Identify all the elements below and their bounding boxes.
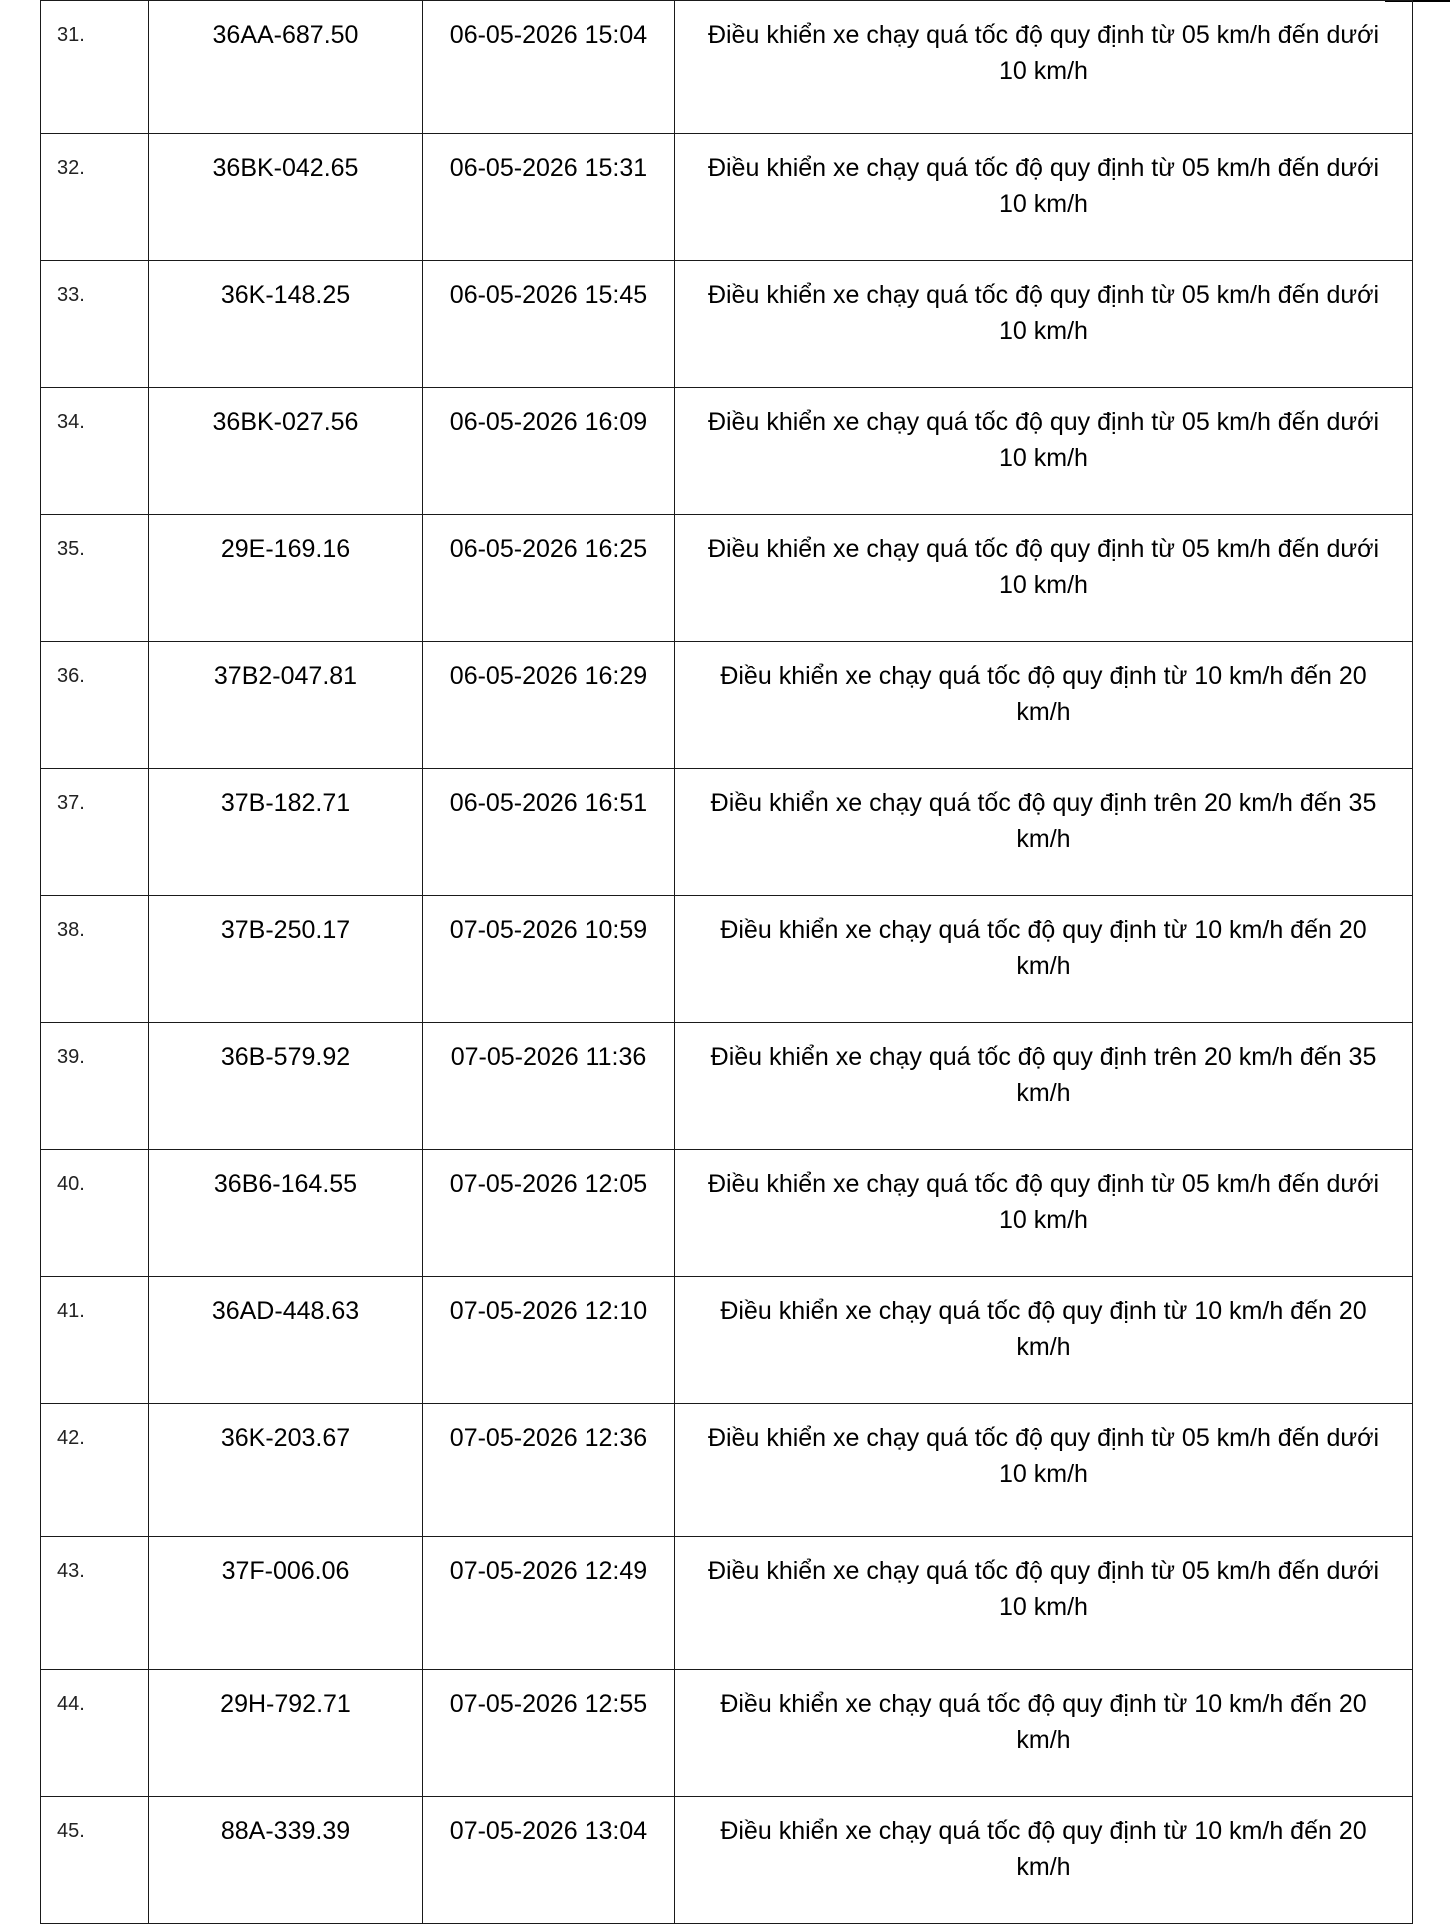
- license-plate: 88A-339.39: [149, 1797, 423, 1924]
- table-row: [41, 1670, 1413, 1797]
- row-number: 37.: [41, 769, 149, 896]
- violation-time: 06-05-2026 16:09: [423, 388, 675, 515]
- violation-time: 06-05-2026 16:51: [423, 769, 675, 896]
- violation-description: Điều khiển xe chạy quá tốc độ quy định từ 05 km/h đến dưới 10 km/h: [675, 388, 1413, 515]
- violation-time: 07-05-2026 12:36: [423, 1404, 675, 1537]
- violation-description: Điều khiển xe chạy quá tốc độ quy định từ 05 km/h đến dưới 10 km/h: [675, 1, 1413, 134]
- license-plate: 36AD-448.63: [149, 1277, 423, 1404]
- table-row: [41, 1023, 1413, 1150]
- violations-table: [40, 0, 1413, 1924]
- table-row: [41, 769, 1413, 896]
- license-plate: 36K-203.67: [149, 1404, 423, 1537]
- violation-time: 06-05-2026 16:29: [423, 642, 675, 769]
- violation-time: 07-05-2026 12:49: [423, 1537, 675, 1670]
- violation-time: 07-05-2026 12:10: [423, 1277, 675, 1404]
- violation-time: 07-05-2026 12:55: [423, 1670, 675, 1797]
- violation-time: 06-05-2026 15:31: [423, 134, 675, 261]
- violation-description: Điều khiển xe chạy quá tốc độ quy định từ 10 km/h đến 20 km/h: [675, 642, 1413, 769]
- violation-description: Điều khiển xe chạy quá tốc độ quy định từ 05 km/h đến dưới 10 km/h: [675, 1537, 1413, 1670]
- violation-time: 07-05-2026 12:05: [423, 1150, 675, 1277]
- license-plate: 36B6-164.55: [149, 1150, 423, 1277]
- row-number: 33.: [41, 261, 149, 388]
- license-plate: 36AA-687.50: [149, 1, 423, 134]
- row-number: 39.: [41, 1023, 149, 1150]
- license-plate: 36BK-027.56: [149, 388, 423, 515]
- violation-description: Điều khiển xe chạy quá tốc độ quy định trên 20 km/h đến 35 km/h: [675, 769, 1413, 896]
- license-plate: 37B-250.17: [149, 896, 423, 1023]
- row-number: 41.: [41, 1277, 149, 1404]
- violation-description: Điều khiển xe chạy quá tốc độ quy định từ 05 km/h đến dưới 10 km/h: [675, 1404, 1413, 1537]
- license-plate: 37F-006.06: [149, 1537, 423, 1670]
- table-row: [41, 896, 1413, 1023]
- row-number: 31.: [41, 1, 149, 134]
- license-plate: 36BK-042.65: [149, 134, 423, 261]
- violation-description: Điều khiển xe chạy quá tốc độ quy định trên 20 km/h đến 35 km/h: [675, 1023, 1413, 1150]
- violation-description: Điều khiển xe chạy quá tốc độ quy định từ 05 km/h đến dưới 10 km/h: [675, 515, 1413, 642]
- table-row: [41, 261, 1413, 388]
- violation-time: 07-05-2026 11:36: [423, 1023, 675, 1150]
- table-row: [41, 1150, 1413, 1277]
- license-plate: 37B2-047.81: [149, 642, 423, 769]
- violation-time: 06-05-2026 15:04: [423, 1, 675, 134]
- row-number: 38.: [41, 896, 149, 1023]
- table-row: [41, 388, 1413, 515]
- table-row: [41, 1404, 1413, 1537]
- table-row: [41, 1537, 1413, 1670]
- violation-description: Điều khiển xe chạy quá tốc độ quy định từ 05 km/h đến dưới 10 km/h: [675, 261, 1413, 388]
- license-plate: 36K-148.25: [149, 261, 423, 388]
- violation-time: 06-05-2026 15:45: [423, 261, 675, 388]
- row-number: 32.: [41, 134, 149, 261]
- row-number: 45.: [41, 1797, 149, 1924]
- violation-description: Điều khiển xe chạy quá tốc độ quy định từ 10 km/h đến 20 km/h: [675, 1670, 1413, 1797]
- row-number: 43.: [41, 1537, 149, 1670]
- violation-time: 07-05-2026 13:04: [423, 1797, 675, 1924]
- table-row: [41, 642, 1413, 769]
- violation-description: Điều khiển xe chạy quá tốc độ quy định từ 05 km/h đến dưới 10 km/h: [675, 1150, 1413, 1277]
- row-number: 40.: [41, 1150, 149, 1277]
- license-plate: 29H-792.71: [149, 1670, 423, 1797]
- table-row: [41, 1277, 1413, 1404]
- violation-description: Điều khiển xe chạy quá tốc độ quy định từ 05 km/h đến dưới 10 km/h: [675, 134, 1413, 261]
- row-number: 44.: [41, 1670, 149, 1797]
- license-plate: 29E-169.16: [149, 515, 423, 642]
- violation-time: 07-05-2026 10:59: [423, 896, 675, 1023]
- row-number: 42.: [41, 1404, 149, 1537]
- table-row: [41, 1797, 1413, 1924]
- violation-description: Điều khiển xe chạy quá tốc độ quy định từ 10 km/h đến 20 km/h: [675, 1797, 1413, 1924]
- license-plate: 37B-182.71: [149, 769, 423, 896]
- table-row: [41, 134, 1413, 261]
- table-row: [41, 515, 1413, 642]
- violation-time: 06-05-2026 16:25: [423, 515, 675, 642]
- row-number: 36.: [41, 642, 149, 769]
- row-number: 34.: [41, 388, 149, 515]
- table-row: [41, 1, 1413, 134]
- violation-description: Điều khiển xe chạy quá tốc độ quy định từ 10 km/h đến 20 km/h: [675, 896, 1413, 1023]
- violation-description: Điều khiển xe chạy quá tốc độ quy định từ 10 km/h đến 20 km/h: [675, 1277, 1413, 1404]
- row-number: 35.: [41, 515, 149, 642]
- license-plate: 36B-579.92: [149, 1023, 423, 1150]
